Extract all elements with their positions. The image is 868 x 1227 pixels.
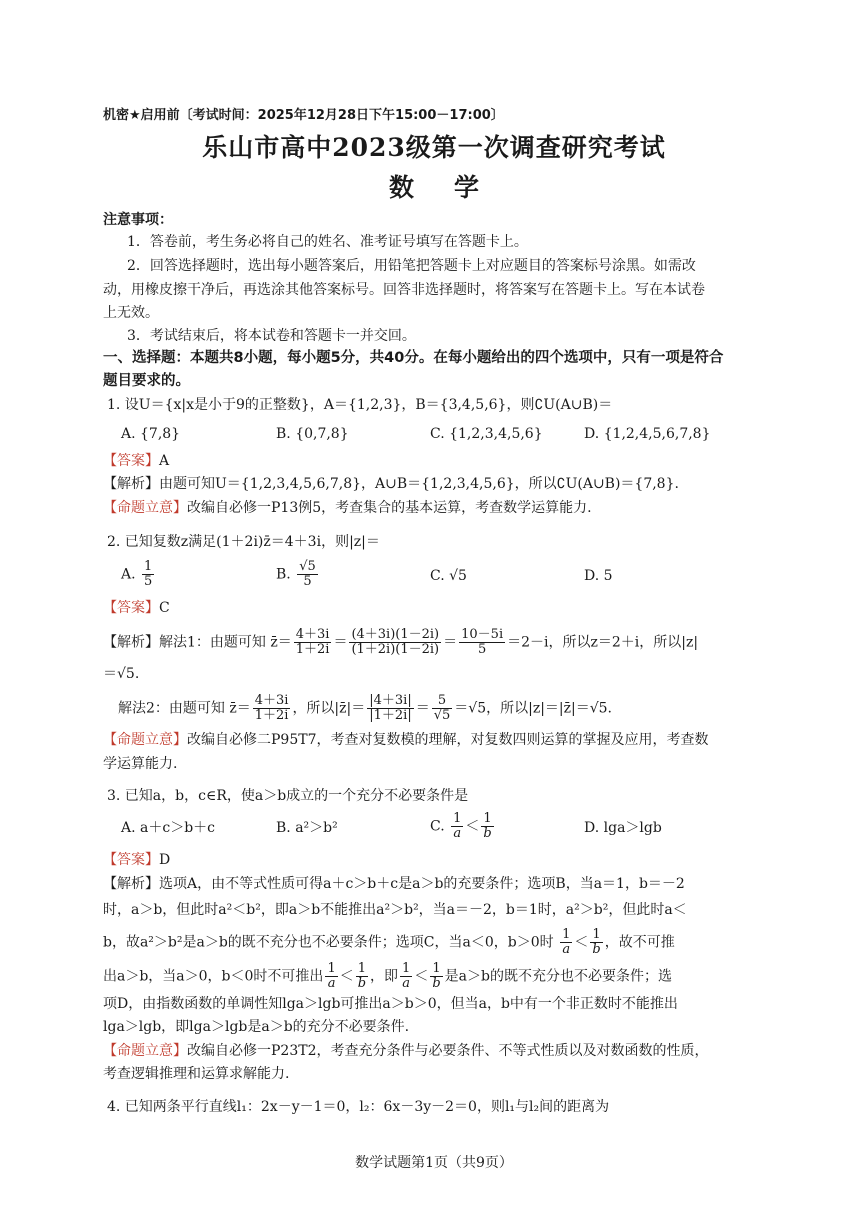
- denominator: a: [453, 826, 462, 841]
- numerator: 4＋3i: [254, 693, 289, 708]
- q3-option-c: [430, 812, 496, 841]
- numerator: 1: [562, 927, 571, 942]
- numerator: 1: [453, 811, 462, 826]
- numerator: |4＋3i|: [369, 693, 412, 708]
- analysis-text: ＝√5，所以|z|＝|z̄|＝√5.: [454, 700, 613, 717]
- analysis-text: b，故a²＞b²是a＞b的既不充分也不必要条件；选项C，当a＜0，b＞0时: [103, 934, 554, 951]
- q2-option-b: [276, 560, 320, 589]
- q3-analysis-line-4: [103, 962, 672, 991]
- less-than: ＜: [339, 968, 354, 985]
- denominator: 5: [477, 642, 487, 657]
- note-item-2-cont: 动，用橡皮擦干净后，再选涂其他答案标号。回答非选择题时，将答案写在答题卡上。写在本试卷: [103, 282, 705, 298]
- q3-option-b: B. a²＞b²: [276, 820, 338, 836]
- answer-tag: 【答案】: [103, 453, 159, 469]
- analysis-text: 由题可知U＝{1,2,3,4,5,6,7,8}，A∪B＝{1,2,3,4,5,6}，所以∁U(A∪B)＝{7,8}.: [159, 476, 679, 492]
- q3-option-a: A. a＋c＞b＋c: [121, 820, 216, 836]
- intent-tag: 【命题立意】: [103, 732, 187, 748]
- answer-tag: 【答案】: [103, 600, 159, 616]
- answer-value: A: [159, 453, 170, 469]
- numerator: 10－5i: [461, 627, 504, 642]
- q2-intent-cont: 学运算能力.: [103, 756, 178, 772]
- denominator: b: [432, 976, 441, 991]
- analysis-text: ，故不可推: [604, 934, 675, 951]
- numerator: 1: [402, 961, 411, 976]
- q3-analysis: [103, 874, 685, 894]
- intent-text: 改编自必修一P23T2，考查充分条件与必要条件、不等式性质以及对数函数的性质，: [187, 1043, 709, 1059]
- fraction: [560, 928, 572, 957]
- fraction: [430, 962, 442, 991]
- less-than: ＜: [414, 968, 429, 985]
- section-heading-cont: 题目要求的。: [103, 373, 190, 389]
- q2-analysis-method-2: 解法2：由题可知 z̄＝ $\frac{4+3i}{1+2i}$ ，所以|z̄|＝ $\frac{|4+3i|}{|1+2i|}$ ＝ $\frac{5}{√5}$ ＝√5，所以|z|＝|z̄|＝√5.: [118, 693, 613, 723]
- q1-option-a: A. {7,8}: [121, 426, 181, 442]
- denominator: 5: [144, 574, 153, 589]
- q1-analysis: [103, 474, 679, 494]
- numerator: 1: [430, 962, 442, 977]
- exam-title: 乐山市高中2023级第一次调查研究考试: [202, 133, 666, 162]
- question-4-stem: 4. 已知两条平行直线l₁：2x－y－1＝0，l₂：6x－3y－2＝0，则l₁与l₂间的距离为: [107, 1099, 610, 1115]
- analysis-text: 出a＞b，当a＞0，b＜0时不可推出: [103, 968, 324, 985]
- q3-analysis-line-6: lga＞lgb，即lga＞lgb是a＞b的充分不必要条件.: [103, 1019, 410, 1035]
- q2-option-d: D. 5: [584, 568, 613, 584]
- fraction: [325, 962, 337, 991]
- q1-answer: [103, 451, 169, 471]
- numerator: 1: [356, 962, 368, 977]
- q2-answer: [103, 598, 170, 618]
- question-2-stem: 2. 已知复数z满足(1＋2i)z̄＝4＋3i，则|z|＝: [107, 534, 380, 550]
- answer-value: C: [159, 600, 170, 616]
- less-than: ＜: [465, 818, 480, 835]
- numerator: √5: [299, 559, 316, 574]
- analysis-text: 解法1：由题可知 z̄＝: [159, 634, 292, 651]
- fraction: [451, 812, 463, 841]
- q1-option-d: D. {1,2,4,5,6,7,8}: [584, 426, 711, 442]
- intent-text: 改编自必修一P13例5，考查集合的基本运算，考查数学运算能力.: [187, 500, 592, 516]
- analysis-text: ，所以|z̄|＝: [292, 700, 366, 717]
- option-label: B.: [276, 566, 291, 583]
- analysis-text: 是a＞b的既不充分也不必要条件；选: [444, 968, 672, 985]
- intent-tag: 【命题立意】: [103, 500, 187, 516]
- option-label: C.: [430, 818, 445, 835]
- intent-text: 改编自必修二P95T7，考查对复数模的理解，对复数四则运算的掌握及应用，考查数: [187, 732, 709, 748]
- numerator: 4＋3i: [295, 627, 330, 642]
- fraction: [400, 962, 412, 991]
- q3-analysis-line-3: [103, 928, 675, 957]
- analysis-text: ＝2－i，所以z＝2＋i，所以|z|: [507, 634, 699, 651]
- numerator: 1: [481, 812, 493, 827]
- fraction: [253, 694, 291, 723]
- intent-tag: 【命题立意】: [103, 1043, 187, 1059]
- answer-tag: 【答案】: [103, 852, 159, 868]
- numerator: (4＋3i)(1－2i): [351, 627, 440, 642]
- note-item-2-end: 上无效。: [103, 305, 159, 321]
- fraction: [142, 560, 154, 589]
- numerator: 1: [144, 559, 153, 574]
- q3-intent: [103, 1041, 708, 1061]
- page-footer: 数学试题第1页（共9页）: [355, 1155, 513, 1171]
- denominator: a: [402, 976, 411, 991]
- subject-title: 数学: [388, 173, 519, 202]
- analysis-tag: 【解析】: [103, 876, 159, 892]
- q1-option-b: B. {0,7,8}: [276, 426, 349, 442]
- denominator: 5: [303, 574, 312, 589]
- q3-analysis-line-5: 项D，由指数函数的单调性知lga＞lgb可推出a＞b＞0，但当a，b中有一个非正数时不能推出: [103, 996, 678, 1012]
- denominator: 1＋2i: [254, 708, 289, 723]
- fraction: [432, 694, 453, 723]
- note-item-1: 1．答卷前，考生务必将自己的姓名、准考证号填写在答题卡上。: [127, 234, 528, 250]
- fraction: [349, 628, 441, 657]
- denominator: a: [562, 942, 571, 957]
- confidential-notice: 机密★启用前〔考试时间：2025年12月28日下午15:00－17:00〕: [103, 108, 504, 123]
- section-heading: 一、选择题：本题共8小题，每小题5分，共40分。在每小题给出的四个选项中，只有一项是符合: [103, 350, 724, 366]
- q3-answer: [103, 850, 170, 870]
- q2-intent: [103, 730, 708, 750]
- denominator: b: [592, 942, 601, 957]
- note-item-3: 3．考试结束后，将本试卷和答题卡一并交回。: [127, 328, 416, 344]
- q3-intent-cont: 考查逻辑推理和运算求解能力.: [103, 1066, 290, 1082]
- fraction: [459, 628, 505, 657]
- fraction: [294, 628, 332, 657]
- denominator: 1＋2i: [295, 642, 330, 657]
- notes-heading: 注意事项：: [103, 212, 173, 228]
- q1-option-c: C. {1,2,3,4,5,6}: [430, 426, 543, 442]
- analysis-text: ，即: [370, 968, 399, 985]
- fraction: [356, 962, 368, 991]
- fraction: [297, 560, 318, 589]
- denominator: b: [357, 976, 367, 991]
- question-3-stem: 3. 已知a，b，c∈R，使a＞b成立的一个充分不必要条件是: [107, 788, 469, 804]
- denominator: |1＋2i|: [369, 708, 412, 723]
- numerator: 5: [432, 694, 453, 709]
- fraction: [590, 928, 602, 957]
- analysis-text: 选项A，由不等式性质可得a＋c＞b＋c是a＞b的充要条件；选项B，当a＝1，b＝－2: [159, 876, 685, 892]
- option-label: A.: [121, 566, 136, 583]
- numerator: 1: [327, 961, 336, 976]
- fraction: [481, 812, 493, 841]
- question-1-stem: 1. 设U＝{x|x是小于9的正整数}，A＝{1,2,3}，B＝{3,4,5,6}，则∁U(A∪B)＝: [107, 397, 613, 413]
- q1-intent: [103, 498, 592, 518]
- denominator: √5: [433, 708, 451, 723]
- analysis-tag: 【解析】: [103, 634, 159, 651]
- q2-analysis-method-1-end: ＝√5.: [103, 666, 140, 682]
- q2-option-a: [121, 560, 156, 589]
- q3-analysis-line-2: 时，a＞b，但此时a²＜b²，即a＞b不能推出a²＞b²，当a＝－2，b＝1时，a²＞b²，但此时a＜: [103, 902, 687, 918]
- denominator: b: [483, 826, 492, 841]
- numerator: 1: [590, 928, 602, 943]
- fraction: [367, 694, 413, 723]
- answer-value: D: [159, 852, 171, 868]
- q2-analysis-method-1: 【解析】解法1：由题可知 z̄＝ $\frac{4+3i}{1+2i}$ ＝ $\frac{(4+3i)(1-2i)}{(1+2i)(1-2i)}$ ＝ $\frac{10-5i}{5}$ ＝2－i，所以z＝2＋i，所以|z|: [103, 627, 699, 657]
- denominator: a: [327, 976, 336, 991]
- note-item-2: 2．回答选择题时，选出每小题答案后，用铅笔把答题卡上对应题目的答案标号涂黑。如需改: [127, 258, 696, 274]
- q2-option-c: C. √5: [430, 568, 467, 584]
- denominator: (1＋2i)(1－2i): [351, 642, 440, 657]
- q3-option-d: D. lga＞lgb: [584, 820, 662, 836]
- analysis-tag: 【解析】: [103, 476, 159, 492]
- analysis-text: 解法2：由题可知 z̄＝: [118, 700, 251, 717]
- less-than: ＜: [574, 934, 589, 951]
